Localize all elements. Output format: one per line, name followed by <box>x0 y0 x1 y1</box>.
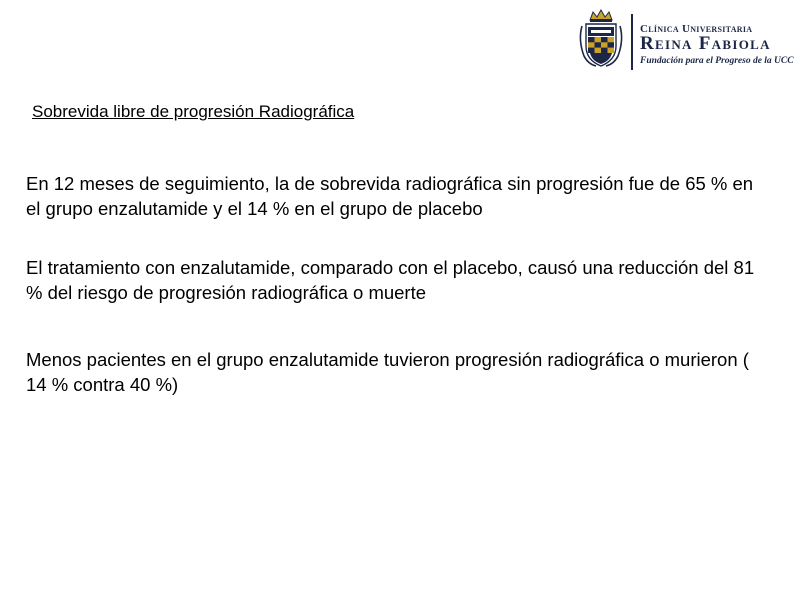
logo-clinic-title: Reina Fabiola <box>640 33 771 54</box>
logo-clinic-name: Clínica Universitaria <box>640 23 753 35</box>
logo-foundation-tagline: Fundación para el Progreso de la UCC <box>640 56 794 66</box>
paragraph-progression-comparison: Menos pacientes en el grupo enzalutamide tuvieron progresión radiográfica o murieron ( 14 % contra 40 %) <box>26 349 749 395</box>
paragraph-risk-reduction: El tratamiento con enzalutamide, comparado con el placebo, causó una reducción del 81 % del riesgo de progresión radiográfica o muerte <box>26 257 755 303</box>
paragraph-followup-results: En 12 meses de seguimiento, la de sobrevida radiográfica sin progresión fue de 65 % en el grupo enzalutamide y el 14 % en el grupo de placebo <box>26 173 754 219</box>
slide-heading: Sobrevida libre de progresión Radiográfica <box>32 102 355 121</box>
crest-icon <box>576 6 626 72</box>
clinic-logo <box>576 6 794 72</box>
logo-divider <box>631 14 633 70</box>
